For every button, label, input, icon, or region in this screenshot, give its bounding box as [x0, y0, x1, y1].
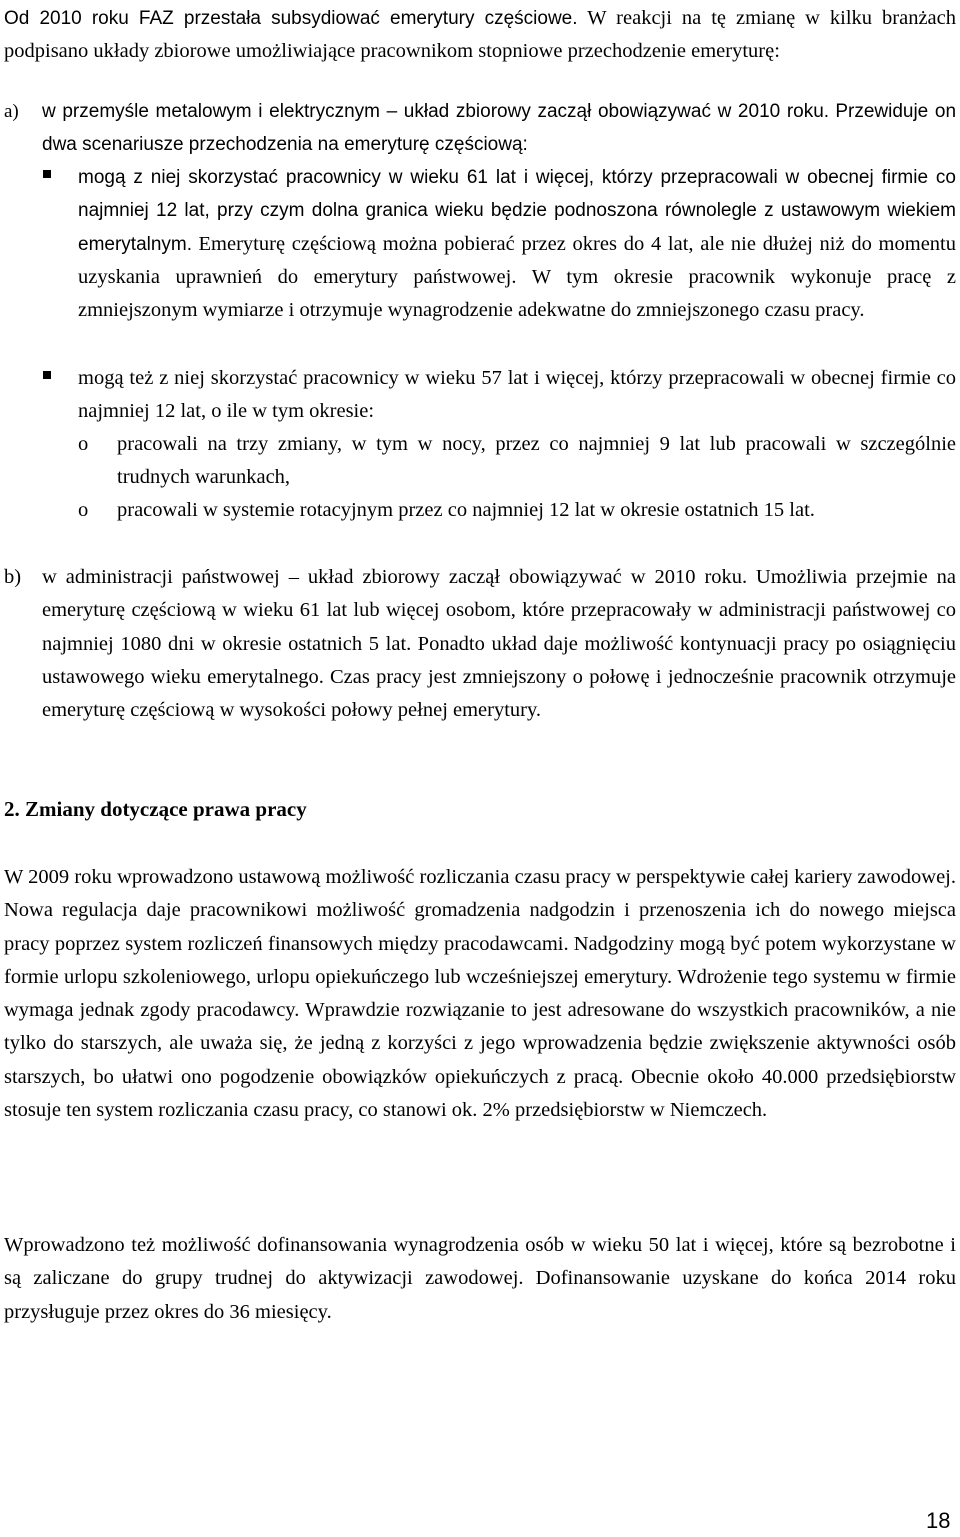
item-b-text-2: Umożliwia przejmie na emeryturę częściową w wieku 61 lat lub więcej osobom, które przepracowały w administracji państwowej co najmniej 1080 dni w okresie ostatnich 5 lat.	[42, 566, 956, 655]
intro-text-1: Od 2010 roku FAZ przestała subsydiować emerytury częściowe.	[4, 8, 578, 29]
item-a-paragraph	[42, 95, 956, 162]
paragraph-2	[4, 861, 956, 1127]
bullet-1-text-a: mogą z niej skorzystać pracownicy w wieku 61 lat i więcej, którzy przepracowali w obecnej firmie co najmniej 12 lat, przy czym dolna granica wieku będzie podnoszona równolegle z ustawowym wiekiem emerytalnym.	[78, 167, 956, 255]
item-a-text-1: w przemyśle metalowym i elektrycznym – układ zbiorowy zaczął obowiązywać w 2010 roku.	[42, 101, 830, 122]
bullet-1-text-b: Emeryturę częściową można pobierać przez okres do 4 lat, ale nie dłużej niż do momentu uzyskania uprawnień do emerytury państwowej.	[78, 232, 956, 288]
sub-item-1-marker: o	[78, 433, 89, 455]
p2-text-6: Obecnie około 40.000 przedsiębiorstw stosuje ten system rozliczania czasu pracy, co stanowi ok. 2% przedsiębiorstw w Niemczech.	[4, 1065, 957, 1122]
bullet-1-text-c: W tym okresie pracownik wykonuje pracę z zmniejszonym wymiarze i otrzymuje wynagrodzenie adekwatne do zmniejszonego czasu pracy.	[78, 265, 956, 322]
bullet-2-text: mogą też z niej skorzystać pracownicy w wieku 57 lat i więcej, którzy przepracowali w obecnej firmie co najmniej 12 lat, o ile w tym okresie:	[78, 367, 956, 423]
item-b-text-4: Czas pracy jest zmniejszony o połowę i jednocześnie pracownik otrzymuje emeryturę częściową w wysokości połowy pełnej emerytury.	[42, 665, 956, 722]
item-b-text-1: w administracji państwowej – układ zbiorowy zaczął obowiązywać w 2010 roku.	[42, 566, 748, 588]
p2-text-5: Wprawdzie rozwiązanie to jest adresowane do wszystkich pracowników, a nie tylko do starszych, ale uważa się, że jedną z korzyści z jego wprowadzenia będzie zwiększenie aktywności osób starszych, bo ułatwi ono pogodzenie obowiązków opiekuńczych z pracą.	[4, 999, 957, 1088]
item-a-text-2: Przewiduje on dwa scenariusze przechodzenia na emeryturę częściową:	[42, 101, 957, 156]
item-a-marker: a)	[4, 101, 19, 122]
sub-item-2-text: pracowali w systemie rotacyjnym przez co najmniej 12 lat w okresie ostatnich 15 lat.	[117, 499, 815, 521]
sub-item-2	[117, 494, 956, 527]
p2-text-4: Wdrożenie tego systemu w firmie wymaga jednak zgody pracodawcy.	[4, 965, 956, 1022]
p3-text-1: Wprowadzono też możliwość dofinansowania wynagrodzenia osób w wieku 50 lat i więcej, które są bezrobotne i są zaliczane do grupy trudnej do aktywizacji zawodowej.	[4, 1234, 956, 1290]
bullet-2-paragraph	[78, 362, 956, 429]
sub-item-2-marker: o	[78, 499, 89, 521]
sub-item-1-text: pracowali na trzy zmiany, w tym w nocy, przez co najmniej 9 lat lub pracowali w szczególnie trudnych warunkach,	[117, 433, 956, 489]
page-number: 18	[926, 1508, 951, 1533]
square-bullet-icon	[43, 371, 51, 379]
sub-item-1	[117, 428, 956, 495]
item-b-text-3: Ponadto układ daje możliwość kontynuacji pracy po osiągnięciu ustawowego wieku emerytalnego.	[42, 632, 957, 688]
intro-paragraph	[4, 2, 956, 69]
square-bullet-icon	[43, 170, 51, 178]
p2-text-2: Nowa regulacja daje pracownikowi możliwość gromadzenia nadgodzin i przenoszenia ich do nowego miejsca pracy poprzez system rozliczeń finansowych między pracodawcami.	[4, 899, 956, 955]
p2-text-1: W 2009 roku wprowadzono ustawową możliwość rozliczania czasu pracy w perspektywie całej kariery zawodowej.	[4, 866, 956, 888]
item-b-marker: b)	[4, 566, 22, 588]
section-heading: 2. Zmiany dotyczące prawa pracy	[4, 797, 307, 821]
p2-text-3: Nadgodziny mogą być potem wykorzystane w formie urlopu szkoleniowego, urlopu opiekuńczego lub wcześniejszej emerytury.	[4, 932, 956, 988]
intro-text-2: W reakcji na tę zmianę w kilku branżach podpisano układy zbiorowe umożliwiające pracownikom stopniowe przechodzenie emeryturę:	[4, 7, 956, 63]
paragraph-3	[4, 1229, 956, 1329]
item-b-paragraph	[42, 561, 956, 727]
p3-text-2: Dofinansowanie uzyskane do końca 2014 roku przysługuje przez okres do 36 miesięcy.	[4, 1267, 956, 1323]
bullet-1-paragraph	[78, 161, 956, 327]
